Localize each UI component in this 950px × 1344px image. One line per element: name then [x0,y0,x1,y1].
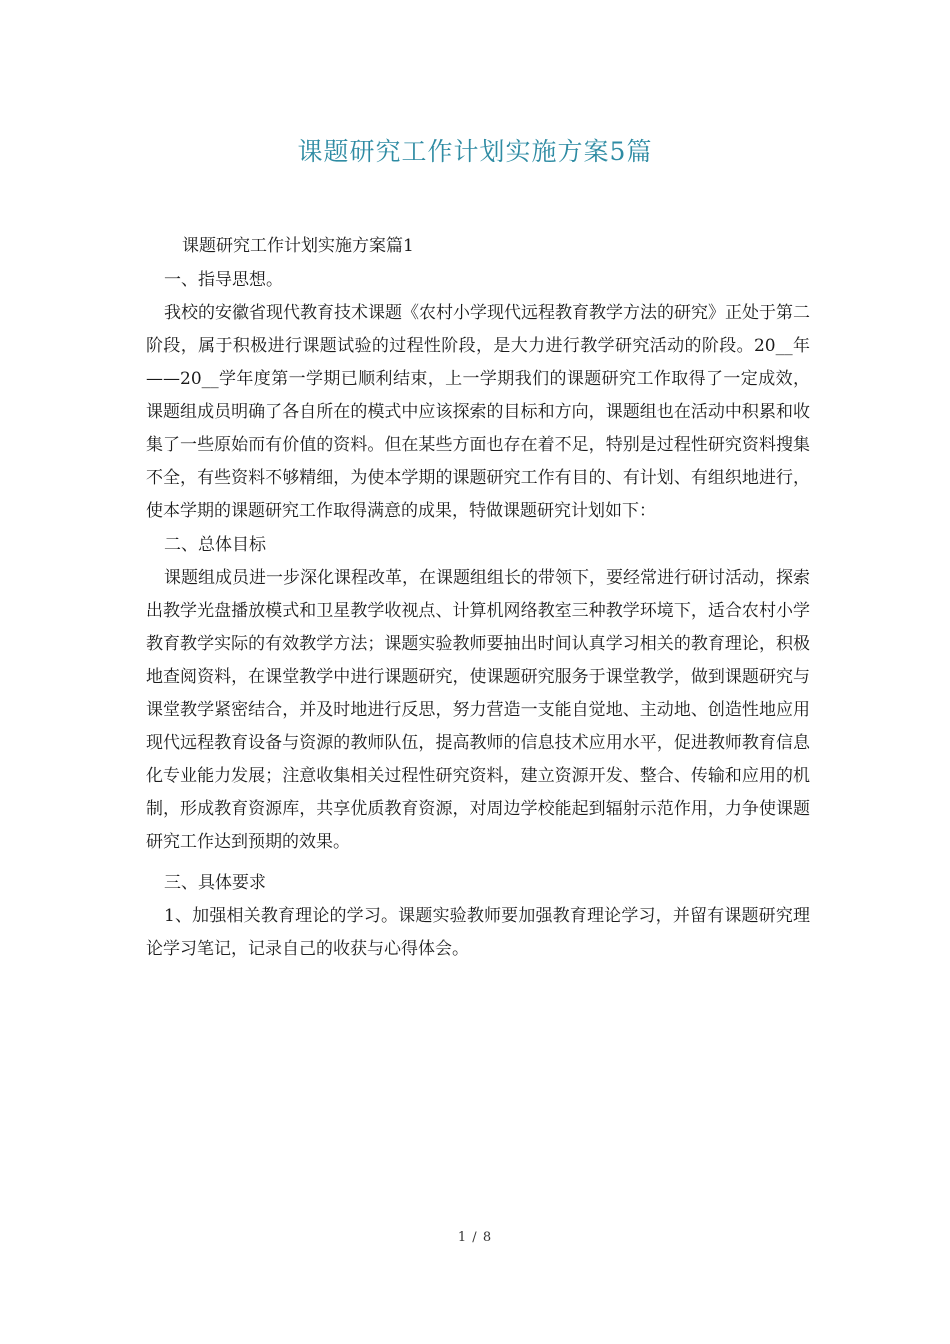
document-subtitle: 课题研究工作计划实施方案篇1 [182,236,414,256]
page-number: 1 / 8 [457,1230,493,1245]
section-heading-guiding-ideology: 一、指导思想。 [164,270,283,290]
list-item-requirement-1: 1、加强相关教育理论的学习。课题实验教师要加强教育理论学习，并留有课题研究理论学习笔记，记录自己的收获与心得体会。 [146,906,810,959]
section-paragraph-overall-goal: 课题组成员进一步深化课程改革，在课题组组长的带领下，要经常进行研讨活动，探索出教学光盘播放模式和卫星教学收视点、计算机网络教室三种教学环境下，适合农村小学教育教学实际的有效教学方法；课题实验教师要抽出时间认真学习相关的教育理论，积极地查阅资料，在课堂教学中进行课题研究，使课题研究服务于课堂教学，做到课题研究与课堂教学紧密结合，并及时地进行反思，努力营造一支能自觉地、主动地、创造性地应用现代远程教育设备与资源的教师队伍，提高教师的信息技术应用水平，促进教师教育信息化专业能力发展；注意收集相关过程性研究资料，建立资源开发、整合、传输和应用的机制，形成教育资源库，共享优质教育资源，对周边学校能起到辐射示范作用，力争使课题研究工作达到预期的效果。 [146,568,810,852]
section-heading-specific-requirements: 三、具体要求 [164,873,266,893]
section-paragraph-guiding-ideology: 我校的安徽省现代教育技术课题《农村小学现代远程教育教学方法的研究》正处于第二阶段，属于积极进行课题试验的过程性阶段，是大力进行教学研究活动的阶段。20__年——20__学年度第一学期已顺利结束，上一学期我们的课题研究工作取得了一定成效，课题组成员明确了各自所在的模式中应该探索的目标和方向，课题组也在活动中积累和收集了一些原始而有价值的资料。但在某些方面也存在着不足，特别是过程性研究资料搜集不全，有些资料不够精细，为使本学期的课题研究工作有目的、有计划、有组织地进行，使本学期的课题研究工作取得满意的成果，特做课题研究计划如下： [146,303,810,521]
document-body [146,230,810,966]
document-title: 课题研究工作计划实施方案5篇 [297,137,653,166]
section-heading-overall-goal: 二、总体目标 [164,535,266,555]
